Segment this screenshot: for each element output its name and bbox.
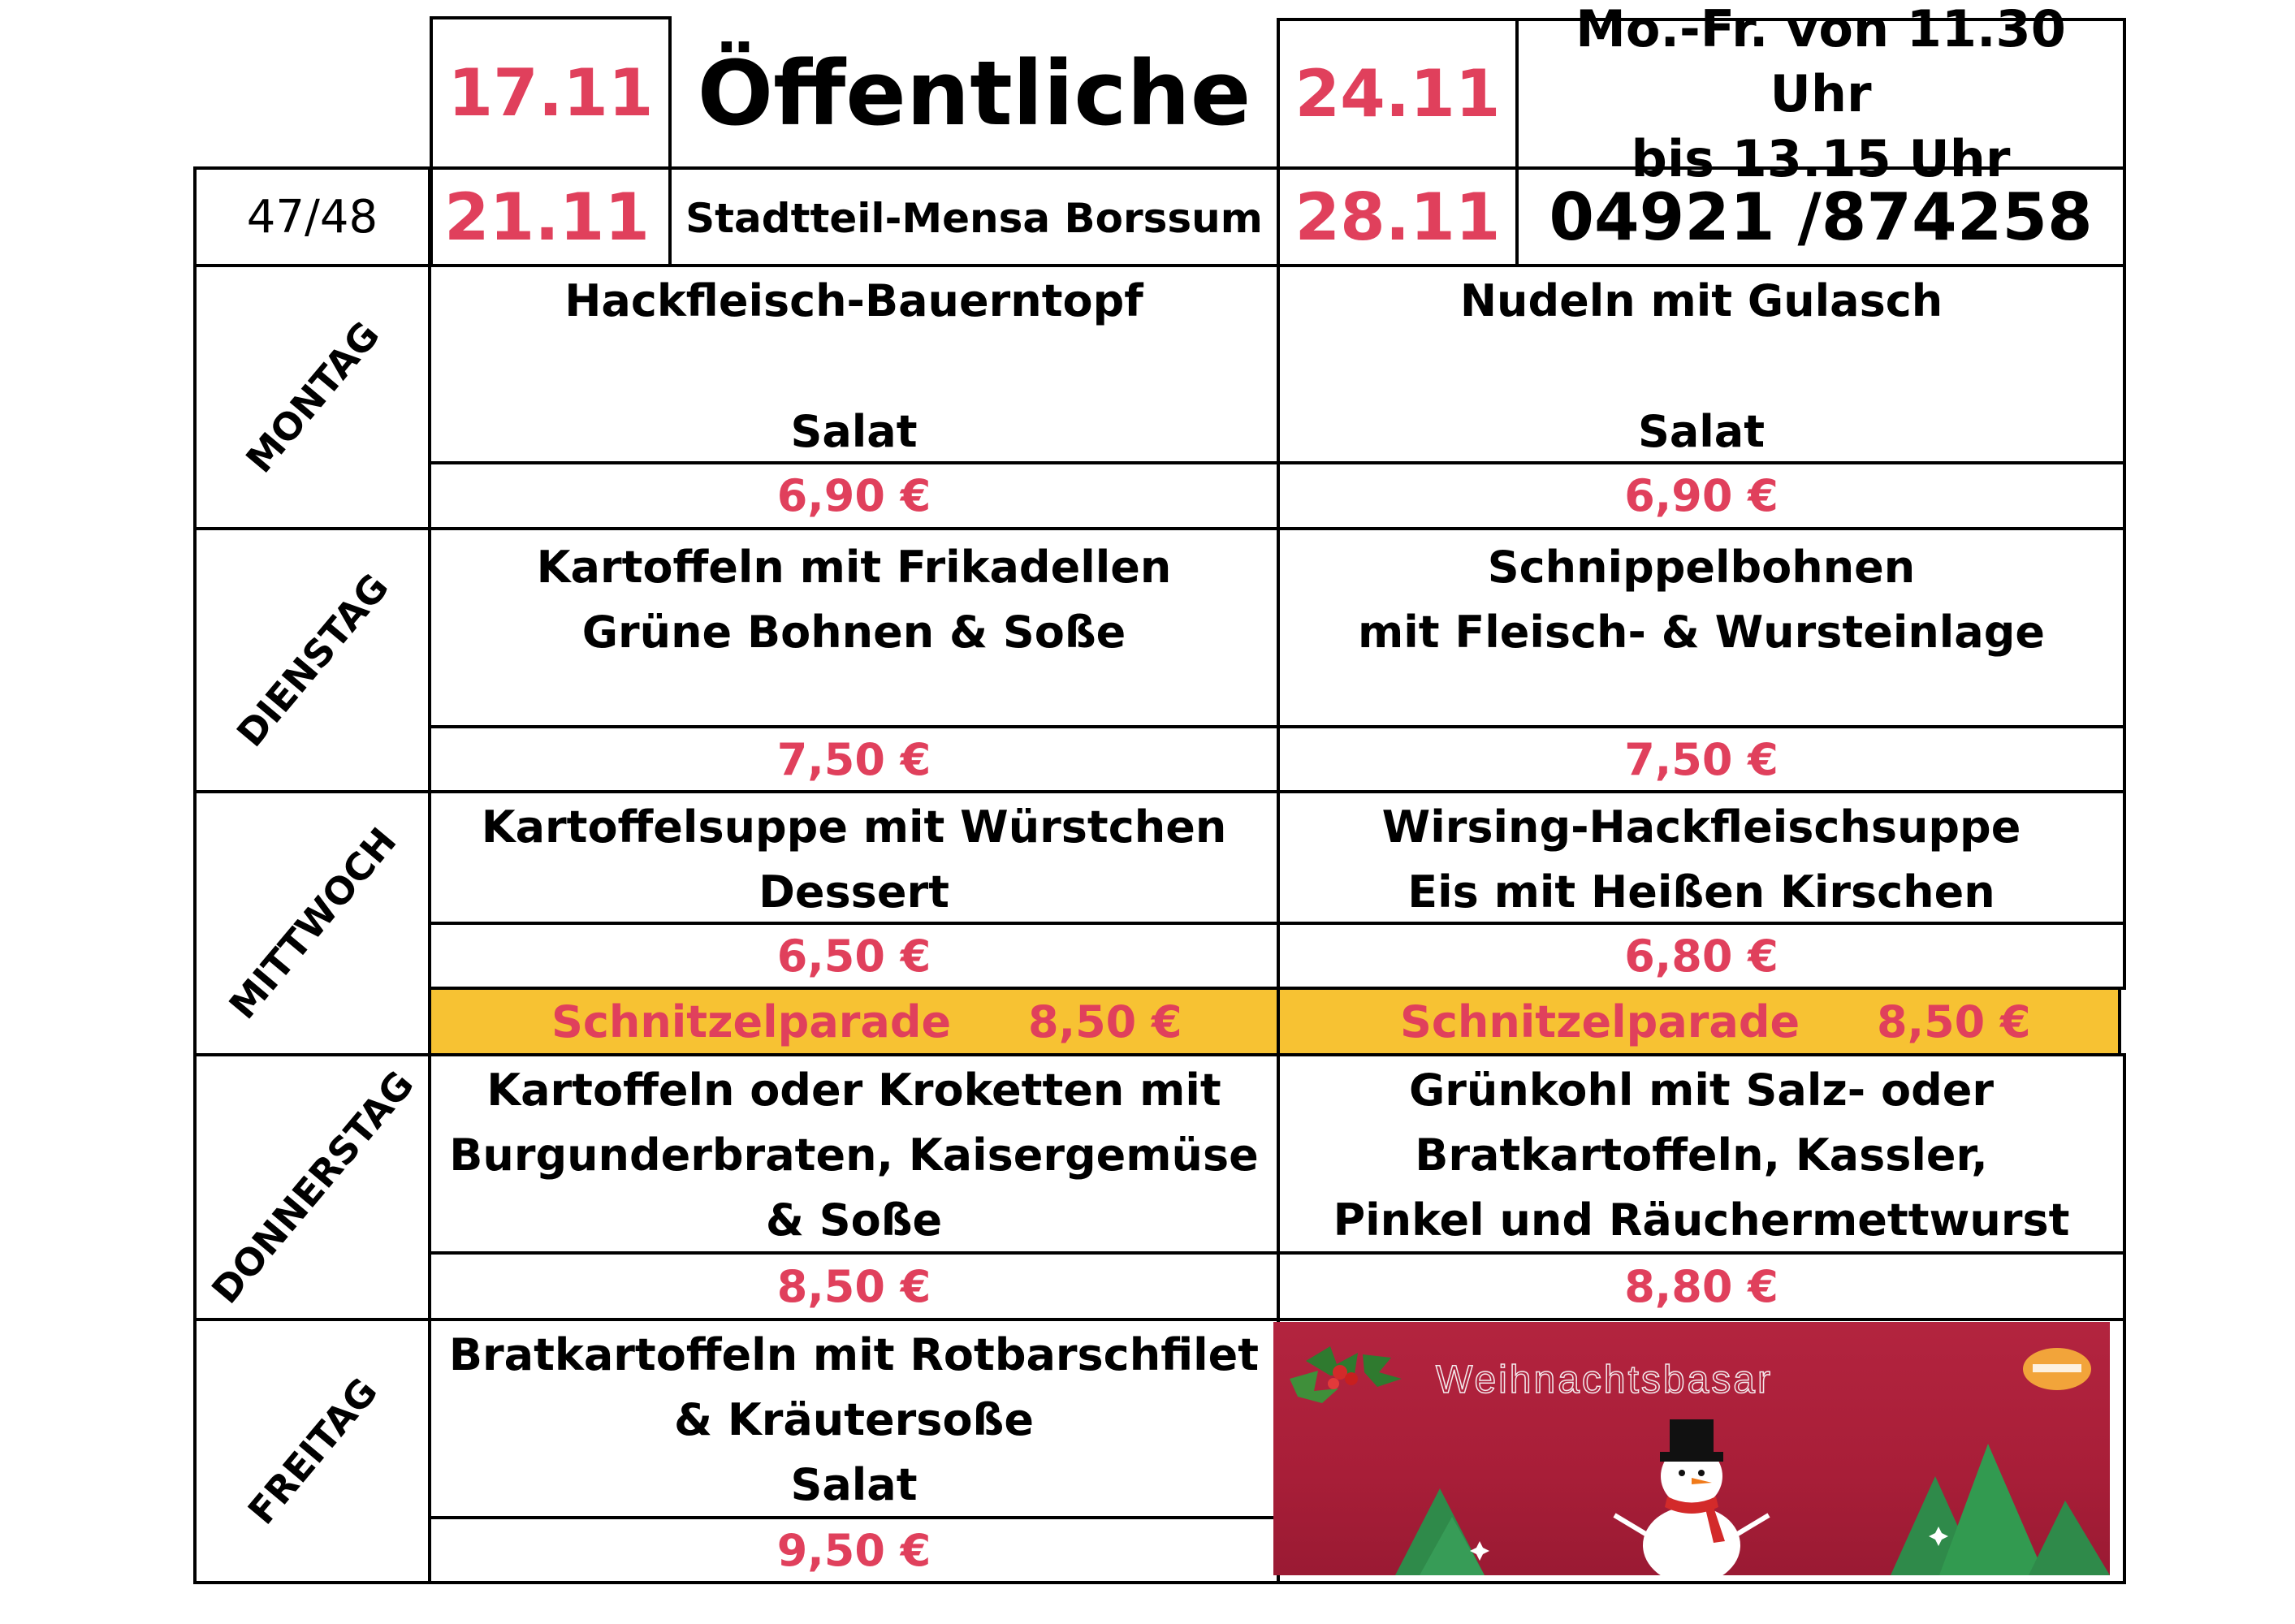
day-monday-cell xyxy=(193,264,431,530)
day-wednesday-cell xyxy=(193,790,431,1056)
christmas-bazaar-image xyxy=(1273,1322,2110,1575)
meal-line: Kartoffeln mit Frikadellen xyxy=(536,542,1172,593)
week-number-cell xyxy=(193,166,431,267)
meal-week1-tuesday xyxy=(428,527,1280,728)
meal-line: & Kräutersoße xyxy=(673,1394,1035,1445)
meal-line: Bratkartoffeln mit Rotbarschfilet xyxy=(448,1329,1260,1380)
meal-line: Grüne Bohnen & Soße xyxy=(581,607,1126,658)
date-end-week1: 21.11 xyxy=(444,179,650,255)
ornament-icon xyxy=(2023,1348,2091,1390)
day-tuesday-cell xyxy=(193,527,431,793)
meal-week1-friday xyxy=(428,1318,1280,1519)
price-week1-monday: 6,90 € xyxy=(428,461,1280,530)
meal-week2-tuesday xyxy=(1277,527,2126,728)
meal-line: Schnippelbohnen xyxy=(1487,542,1916,593)
day-thursday-cell xyxy=(193,1053,431,1321)
tree-icon xyxy=(2029,1501,2110,1575)
date-end-week2: 28.11 xyxy=(1294,179,1501,255)
price-week2-wednesday: 6,80 € xyxy=(1277,922,2126,990)
meal-line: Salat xyxy=(790,406,918,457)
subtitle-cell xyxy=(668,166,1280,267)
meal-line: Bratkartoffeln, Kassler, xyxy=(1415,1129,1988,1181)
phone-cell xyxy=(1515,166,2126,267)
bazaar-title: Weihnachtsbasar xyxy=(1436,1358,1773,1402)
date-end-week2-cell xyxy=(1277,166,1519,267)
opening-hours-line1: Mo.-Fr. von 11.30 Uhr xyxy=(1575,0,2066,123)
phone-number: 04921 /874258 xyxy=(1549,179,2093,255)
day-label-monday: MONTAG xyxy=(236,313,388,482)
opening-hours-line2: bis 13.15 Uhr xyxy=(1631,128,2011,188)
meal-line: Pinkel und Räuchermettwurst xyxy=(1333,1194,2070,1246)
meal-line: Nudeln mit Gulasch xyxy=(1459,275,1943,326)
holly-icon xyxy=(1290,1346,1402,1403)
special-name: Schnitzelparade xyxy=(1400,996,1800,1047)
meal-week2-monday xyxy=(1277,264,2126,464)
meal-line: Hackfleisch-Bauerntopf xyxy=(564,275,1143,326)
meal-line: & Soße xyxy=(765,1194,943,1246)
meal-line: Salat xyxy=(790,1459,918,1510)
date-end-week1-cell xyxy=(430,166,672,267)
price-week2-thursday: 8,80 € xyxy=(1277,1251,2126,1321)
special-price: 8,50 € xyxy=(1877,996,2031,1047)
day-label-tuesday: DIENSTAG xyxy=(227,565,397,755)
meal-week2-thursday xyxy=(1277,1053,2126,1255)
special-week2-wednesday xyxy=(1277,987,2121,1056)
date-start-week2-cell xyxy=(1277,18,1519,170)
meal-week1-wednesday xyxy=(428,790,1280,925)
price-week2-monday: 6,90 € xyxy=(1277,461,2126,530)
meal-line: Kartoffeln oder Kroketten mit xyxy=(486,1065,1221,1116)
meal-line: Burgunderbraten, Kaisergemüse xyxy=(449,1129,1259,1181)
tree-icon xyxy=(1939,1444,2045,1575)
meal-week2-wednesday xyxy=(1277,790,2126,925)
meal-line: Kartoffelsuppe mit Würstchen xyxy=(481,801,1227,853)
special-name: Schnitzelparade xyxy=(551,996,952,1047)
price-week1-thursday: 8,50 € xyxy=(428,1251,1280,1321)
meal-week1-monday xyxy=(428,264,1280,464)
week-number: 47/48 xyxy=(246,190,378,244)
date-start-week1: 17.11 xyxy=(447,55,654,131)
meal-week1-thursday xyxy=(428,1053,1280,1255)
snowman-icon xyxy=(1614,1419,1769,1575)
meal-line: Grünkohl mit Salz- oder xyxy=(1408,1065,1995,1116)
meal-line: Dessert xyxy=(759,866,949,918)
date-start-week1-cell xyxy=(430,16,672,170)
meal-line: Wirsing-Hackfleischsuppe xyxy=(1381,801,2021,853)
meal-line: mit Fleisch- & Wursteinlage xyxy=(1357,607,2046,658)
date-start-week2: 24.11 xyxy=(1294,56,1501,132)
price-week1-wednesday: 6,50 € xyxy=(428,922,1280,990)
special-price: 8,50 € xyxy=(1028,996,1182,1047)
day-label-wednesday: MITTWOCH xyxy=(219,819,405,1027)
price-week1-tuesday: 7,50 € xyxy=(428,725,1280,793)
price-week2-tuesday: 7,50 € xyxy=(1277,725,2126,793)
meal-line: Eis mit Heißen Kirschen xyxy=(1407,866,1995,918)
title-area xyxy=(672,16,1277,170)
price-week1-friday: 9,50 € xyxy=(428,1516,1280,1584)
page-title: Öffentliche xyxy=(697,41,1251,145)
special-week1-wednesday xyxy=(428,987,1280,1056)
day-label-thursday: DONNERSTAG xyxy=(202,1062,422,1312)
meal-line: Salat xyxy=(1637,406,1766,457)
day-friday-cell xyxy=(193,1318,431,1584)
opening-hours-cell xyxy=(1515,0,2126,188)
subtitle: Stadtteil-Mensa Borssum xyxy=(685,195,1263,242)
day-label-friday: FREITAG xyxy=(239,1369,386,1533)
